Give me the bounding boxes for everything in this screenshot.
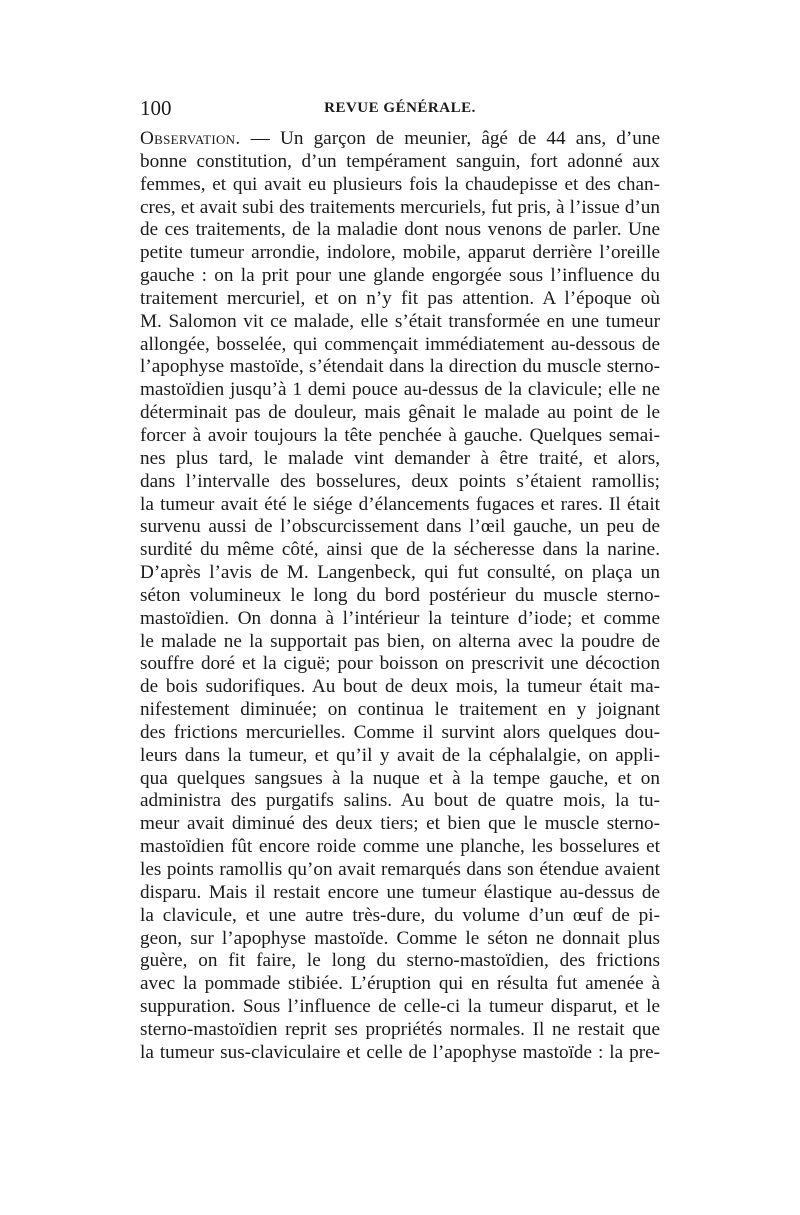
- page-number: 100: [140, 96, 172, 120]
- text-line: geon, sur l’apophyse mastoïde. Comme le séton ne donnait plus: [140, 927, 660, 949]
- running-head: [140, 94, 660, 122]
- text-line: la tumeur sus-claviculaire et celle de l’apophyse mastoïde : la pre-: [140, 1041, 660, 1063]
- text-line: bonne constitution, d’un tempérament sanguin, fort adonné aux: [140, 150, 660, 172]
- text-line: souffre doré et la ciguë; pour boisson on prescrivit une décoction: [140, 653, 660, 675]
- text-line: mastoïdien jusqu’à 1 demi pouce au-dessus de la clavicule; elle ne: [140, 379, 660, 401]
- text-line: M. Salomon vit ce malade, elle s’était transformée en une tumeur: [140, 310, 660, 332]
- body-text: [140, 128, 660, 1065]
- text-line: nifestement diminuée; on continua le traitement en y joignant: [140, 699, 660, 721]
- text-line: [140, 128, 660, 151]
- text-line: mastoïdien fût encore roide comme une planche, les bosselures et: [140, 836, 660, 858]
- text-line: mastoïdien. On donna à l’intérieur la teinture d’iode; et comme: [140, 607, 660, 629]
- text-line: la tumeur avait été le siége d’élancements fugaces et rares. Il était: [140, 493, 660, 515]
- text-line: petite tumeur arrondie, indolore, mobile, apparut derrière l’oreille: [140, 242, 660, 264]
- text-line: leurs dans la tumeur, et qu’il y avait de la céphalalgie, on appli-: [140, 744, 660, 766]
- text-line: survenu aussi de l’obscurcissement dans l’œil gauche, un peu de: [140, 516, 660, 538]
- text-line: guère, on fit faire, le long du sterno-mastoïdien, des frictions: [140, 950, 660, 972]
- text-line: forcer à avoir toujours la tête penchée à gauche. Quelques semai-: [140, 424, 660, 446]
- text-line: suppuration. Sous l’influence de celle-ci la tumeur disparut, et le: [140, 996, 660, 1018]
- text-line: de ces traitements, de la maladie dont nous venons de parler. Une: [140, 219, 660, 241]
- text-line: surdité du même côté, ainsi que de la sécheresse dans la narine.: [140, 539, 660, 561]
- text-line: allongée, bosselée, qui commençait immédiatement au-dessous de: [140, 333, 660, 355]
- text-line: dans l’intervalle des bosselures, deux points s’étaient ramollis;: [140, 470, 660, 492]
- text-line: gauche : on la prit pour une glande engorgée sous l’influence du: [140, 265, 660, 287]
- text-line: qua quelques sangsues à la nuque et à la tempe gauche, et on: [140, 767, 660, 789]
- text-line: cres, et avait subi des traitements mercuriels, fut pris, à l’issue d’un: [140, 196, 660, 218]
- text-line: des frictions mercurielles. Comme il survint alors quelques dou-: [140, 721, 660, 743]
- text-line: femmes, et qui avait eu plusieurs fois la chaudepisse et des chan-: [140, 173, 660, 195]
- text-line: avec la pommade stibiée. L’éruption qui en résulta fut amenée à: [140, 973, 660, 995]
- text-line: administra des purgatifs salins. Au bout de quatre mois, la tu-: [140, 790, 660, 812]
- text-line: traitement mercuriel, et on n’y fit pas attention. A l’époque où: [140, 287, 660, 309]
- text-line: les points ramollis qu’on avait remarqués dans son étendue avaient: [140, 859, 660, 880]
- text-line: l’apophyse mastoïde, s’étendait dans la direction du muscle sterno-: [140, 356, 660, 378]
- text-line: séton volumineux le long du bord postérieur du muscle sterno-: [140, 584, 660, 606]
- text-line: nes plus tard, le malade vint demander à être traité, et alors,: [140, 447, 660, 469]
- text-line: le malade ne la supportait pas bien, on alterna avec la poudre de: [140, 630, 660, 652]
- text-line: D’après l’avis de M. Langenbeck, qui fut consulté, on plaça un: [140, 562, 660, 584]
- observation-lead: Observation.: [140, 128, 241, 149]
- running-title: REVUE GÉNÉRALE.: [324, 100, 476, 116]
- text-line: sterno-mastoïdien reprit ses propriétés normales. Il ne restait que: [140, 1018, 660, 1040]
- text-line: meur avait diminué des deux tiers; et bien que le muscle sterno-: [140, 813, 660, 835]
- text-line: la clavicule, et une autre très-dure, du volume d’un œuf de pi-: [140, 904, 660, 926]
- text-line-content: — Un garçon de meunier, âgé de 44 ans, d’une: [240, 128, 660, 149]
- text-line: de bois sudorifiques. Au bout de deux mois, la tumeur était ma-: [140, 676, 660, 698]
- text-line: disparu. Mais il restait encore une tumeur élastique au-dessus de: [140, 881, 660, 903]
- text-line: déterminait pas de douleur, mais gênait le malade au point de le: [140, 402, 660, 424]
